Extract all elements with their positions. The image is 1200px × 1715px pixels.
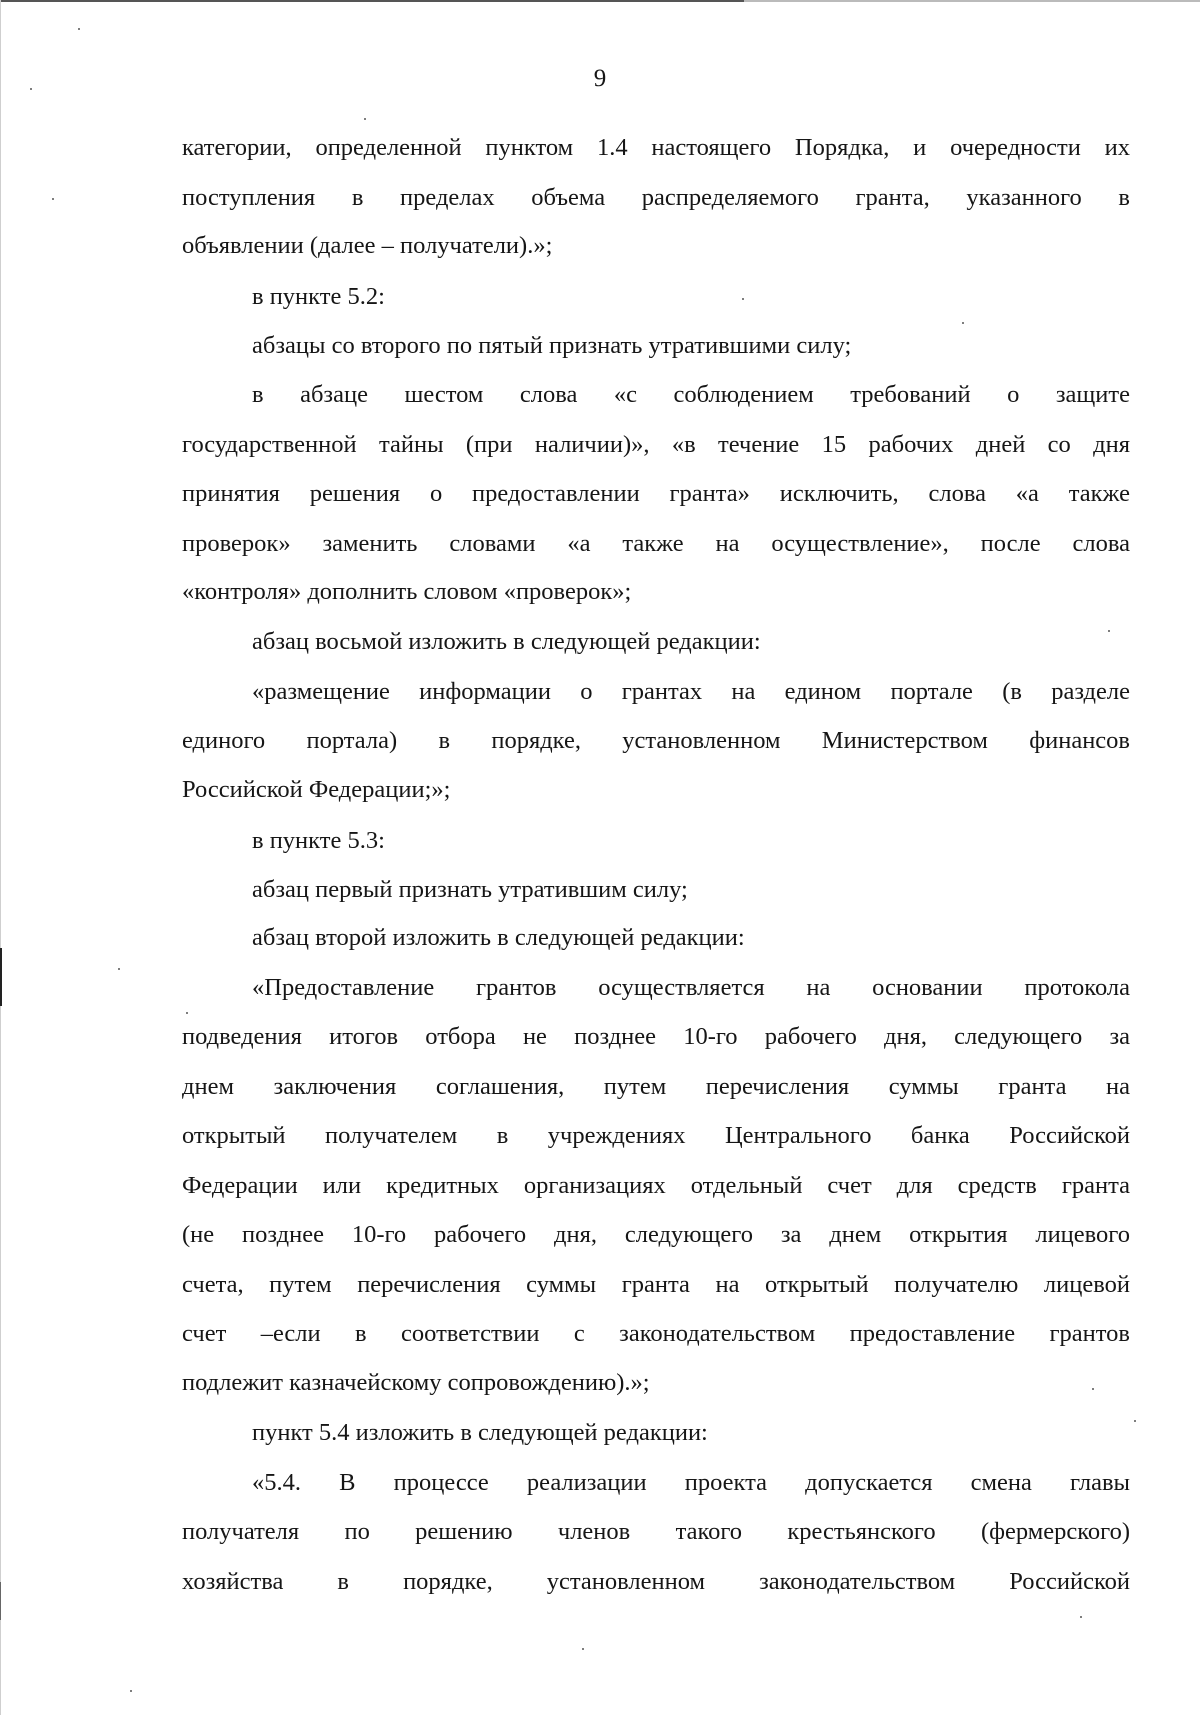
scan-speck <box>118 968 120 970</box>
scan-mark <box>0 948 2 1006</box>
text-line: в пункте 5.3: <box>252 827 385 854</box>
text-line: категории, определенной пунктом 1.4 настоящего Порядка, и очередности их <box>182 134 1130 161</box>
scan-speck <box>1080 1616 1082 1618</box>
text-line: объявлении (далее – получатели).»; <box>182 232 553 259</box>
text-line: подведения итогов отбора не позднее 10-го рабочего дня, следующего за <box>182 1023 1130 1050</box>
text-line: «контроля» дополнить словом «проверок»; <box>182 578 632 605</box>
text-line: «размещение информации о грантах на едином портале (в разделе <box>252 678 1130 705</box>
text-line: в абзаце шестом слова «с соблюдением требований о защите <box>252 381 1130 408</box>
scan-edge-top <box>0 0 1200 2</box>
scan-speck <box>962 322 964 324</box>
text-line: поступления в пределах объема распределяемого гранта, указанного в <box>182 184 1130 211</box>
text-line: «5.4. В процессе реализации проекта допускается смена главы <box>252 1469 1130 1496</box>
text-line: проверок» заменить словами «а также на осуществление», после слова <box>182 530 1130 557</box>
scan-speck <box>52 198 54 200</box>
text-line: получателя по решению членов такого крестьянского (фермерского) <box>182 1518 1130 1545</box>
page-number: 9 <box>593 65 607 92</box>
text-line: хозяйства в порядке, установленном законодательством Российской <box>182 1568 1130 1595</box>
text-line: пункт 5.4 изложить в следующей редакции: <box>252 1419 708 1446</box>
text-line: абзацы со второго по пятый признать утратившими силу; <box>252 332 852 359</box>
text-line: принятия решения о предоставлении гранта» исключить, слова «а также <box>182 480 1130 507</box>
scan-speck <box>742 298 744 300</box>
text-line: в пункте 5.2: <box>252 283 385 310</box>
text-line: абзац второй изложить в следующей редакции: <box>252 924 745 951</box>
text-line: абзац первый признать утратившим силу; <box>252 876 688 903</box>
scan-speck <box>1108 630 1110 632</box>
text-line: Российской Федерации;»; <box>182 776 451 803</box>
scan-speck <box>1092 1388 1094 1390</box>
text-line: счет –если в соответствии с законодательством предоставление грантов <box>182 1320 1130 1347</box>
text-line: государственной тайны (при наличии)», «в течение 15 рабочих дней со дня <box>182 431 1130 458</box>
text-line: днем заключения соглашения, путем перечисления суммы гранта на <box>182 1073 1130 1100</box>
text-line: открытый получателем в учреждениях Центрального банка Российской <box>182 1122 1130 1149</box>
text-line: подлежит казначейскому сопровождению).»; <box>182 1369 650 1396</box>
scan-speck <box>364 118 366 120</box>
scan-mark <box>0 1582 1 1620</box>
text-line: (не позднее 10-го рабочего дня, следующего за днем открытия лицевого <box>182 1221 1130 1248</box>
text-line: единого портала) в порядке, установленном Министерством финансов <box>182 727 1130 754</box>
scan-speck <box>130 1690 132 1692</box>
scan-edge-left <box>0 0 1 1715</box>
text-line: счета, путем перечисления суммы гранта на открытый получателю лицевой <box>182 1271 1130 1298</box>
text-line: Федерации или кредитных организациях отдельный счет для средств гранта <box>182 1172 1130 1199</box>
scan-speck <box>186 1012 188 1014</box>
scan-speck <box>582 1648 584 1650</box>
text-line: абзац восьмой изложить в следующей редакции: <box>252 628 761 655</box>
text-line: «Предоставление грантов осуществляется на основании протокола <box>252 974 1130 1001</box>
scan-speck <box>78 28 80 30</box>
scan-speck <box>1134 1420 1136 1422</box>
